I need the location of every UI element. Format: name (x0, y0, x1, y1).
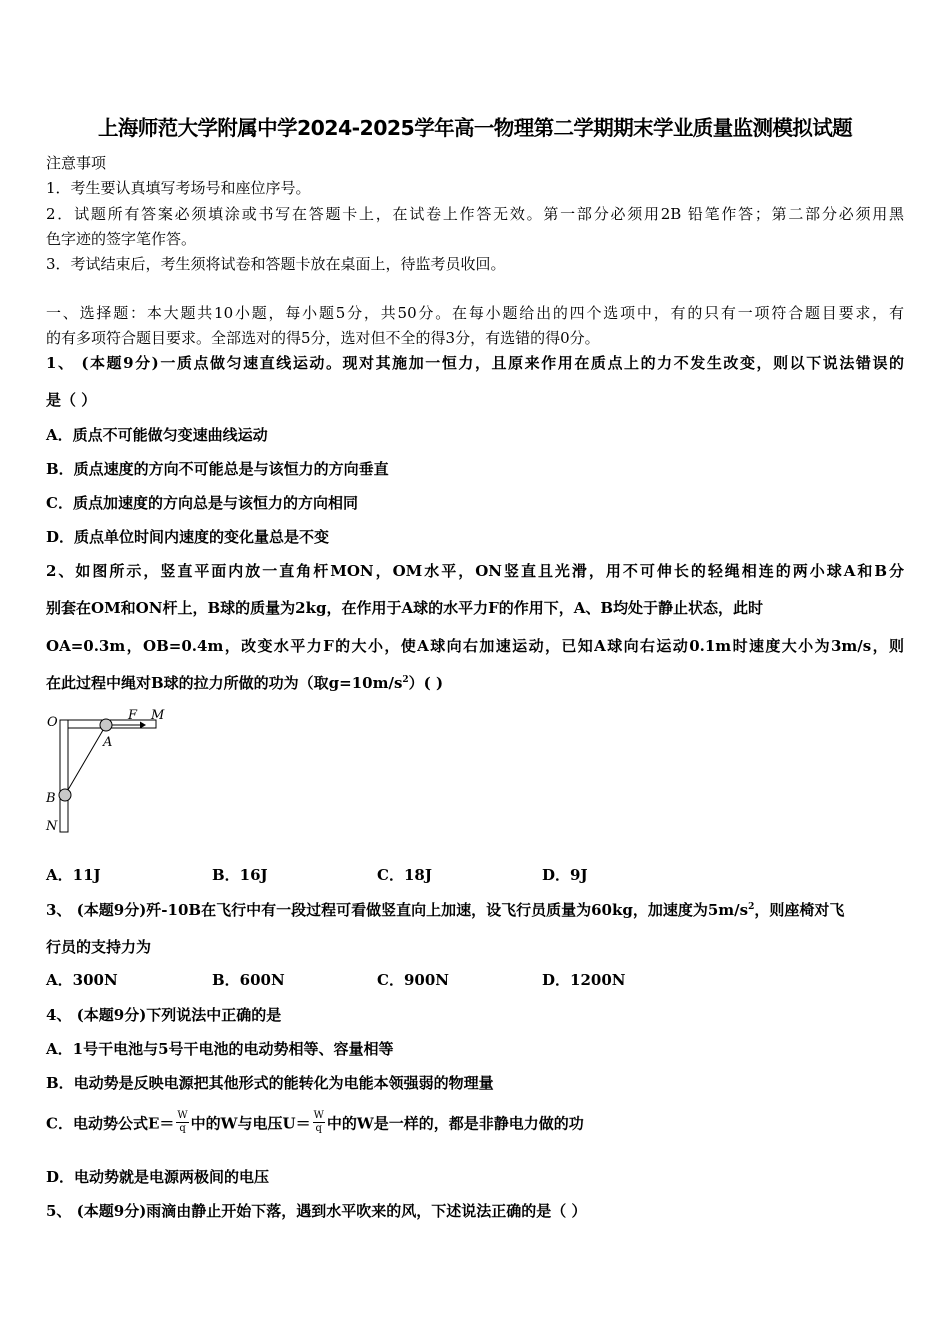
q3-stem-line-1: 3、 (本题9分)歼-10B在飞行中有一段过程可看做竖直向上加速，设飞行员质量为60kg，加速度为$5m/s^2$，则座椅对飞 (46, 901, 845, 919)
q4-option-c: C．电动势公式E＝ $\frac{W}{q}$ 中的W与电压U＝ $\frac{W}{q}$ 中的W是一样的，都是非静电力做的功 (46, 1110, 584, 1134)
section1-intro-line-2: 的有多项符合题目要求。全部选对的得5分，选对但不全的得3分，有选错的得0分。 (46, 329, 600, 347)
ball-b (59, 789, 71, 801)
rope-ab (65, 725, 106, 795)
page-title: 上海师范大学附属中学2024-2025学年高一物理第二学期期末学业质量监测模拟试题 (97, 116, 853, 140)
label-a: A (103, 735, 113, 750)
q1-option-c: C．质点加速度的方向总是与该恒力的方向相同 (46, 494, 358, 512)
q3-option-c: C．900N (377, 971, 449, 989)
q4-option-a: A．1号干电池与5号干电池的电动势相等、容量相等 (46, 1040, 394, 1058)
q3-stem-line-2: 行员的支持力为 (46, 938, 152, 956)
ball-a (100, 719, 112, 731)
q2-option-b: B．16J (212, 866, 268, 884)
label-f: F (128, 708, 138, 723)
q2-stem-line-2: 别套在OM和ON杆上，B球的质量为2kg，在作用于A球的水平力F的作用下，A、B均处于静止状态，此时 (46, 599, 764, 617)
q3-option-a: A．300N (46, 971, 118, 989)
q2-stem-line-3: OA=0.3m，OB=0.4m，改变水平力F的大小，使A球向右加速运动，已知A球向右运动0.1m时速度大小为3m/s，则 (46, 637, 904, 655)
q4-option-b: B．电动势是反映电源把其他形式的能转化为电能本领强弱的物理量 (46, 1074, 494, 1092)
q2-figure-rod-diagram (40, 700, 180, 840)
section1-intro-line-1: 一、选择题：本大题共10小题，每小题5分，共50分。在每小题给出的四个选项中，有的只有一项符合题目要求，有 (46, 304, 904, 322)
q4-option-d: D．电动势就是电源两极间的电压 (46, 1168, 270, 1186)
q4-stem: 4、 (本题9分)下列说法中正确的是 (46, 1006, 282, 1024)
fraction-w-over-q-2: $\frac{W}{q}$ (313, 1110, 324, 1134)
label-m: M (151, 708, 165, 723)
q1-stem-line-1: 1、 (本题9分)一质点做匀速直线运动。现对其施加一恒力，且原来作用在质点上的力不发生改变，则以下说法错误的 (46, 354, 904, 372)
label-n: N (46, 819, 58, 834)
notice-heading: 注意事项 (46, 154, 107, 172)
q2-stem-line-1: 2、如图所示，竖直平面内放一直角杆MON，OM水平，ON竖直且光滑，用不可伸长的轻绳相连的两小球A和B分 (46, 562, 904, 580)
notice-item-1: 1．考生要认真填写考场号和座位序号。 (46, 179, 311, 197)
q1-option-a: A．质点不可能做匀变速曲线运动 (46, 426, 268, 444)
label-b: B (46, 791, 56, 806)
label-o: O (47, 715, 58, 730)
q2-stem-line-4: 在此过程中绳对B球的拉力所做的功为（取$g=10m/s^2$）( ) (46, 674, 444, 692)
notice-item-2-line-1: 2．试题所有答案必须填涂或书写在答题卡上，在试卷上作答无效。第一部分必须用2B 铅笔作答；第二部分必须用黑 (46, 205, 904, 223)
notice-item-3: 3．考试结束后，考生须将试卷和答题卡放在桌面上，待监考员收回。 (46, 255, 506, 273)
notice-item-2-line-2: 色字迹的签字笔作答。 (46, 230, 197, 248)
q1-option-d: D．质点单位时间内速度的变化量总是不变 (46, 528, 330, 546)
q2-option-c: C．18J (377, 866, 432, 884)
q2-option-d: D．9J (542, 866, 588, 884)
q5-stem: 5、 (本题9分)雨滴由静止开始下落，遇到水平吹来的风，下述说法正确的是（ ） (46, 1202, 587, 1220)
rod-on (60, 720, 68, 832)
q3-option-d: D．1200N (542, 971, 626, 989)
rod-corner (61, 721, 67, 727)
q1-stem-line-2: 是（ ） (46, 391, 97, 409)
q3-option-b: B．600N (212, 971, 285, 989)
q2-option-a: A．11J (46, 866, 101, 884)
fraction-w-over-q: $\frac{W}{q}$ (177, 1110, 188, 1134)
q1-option-b: B．质点速度的方向不可能总是与该恒力的方向垂直 (46, 460, 389, 478)
